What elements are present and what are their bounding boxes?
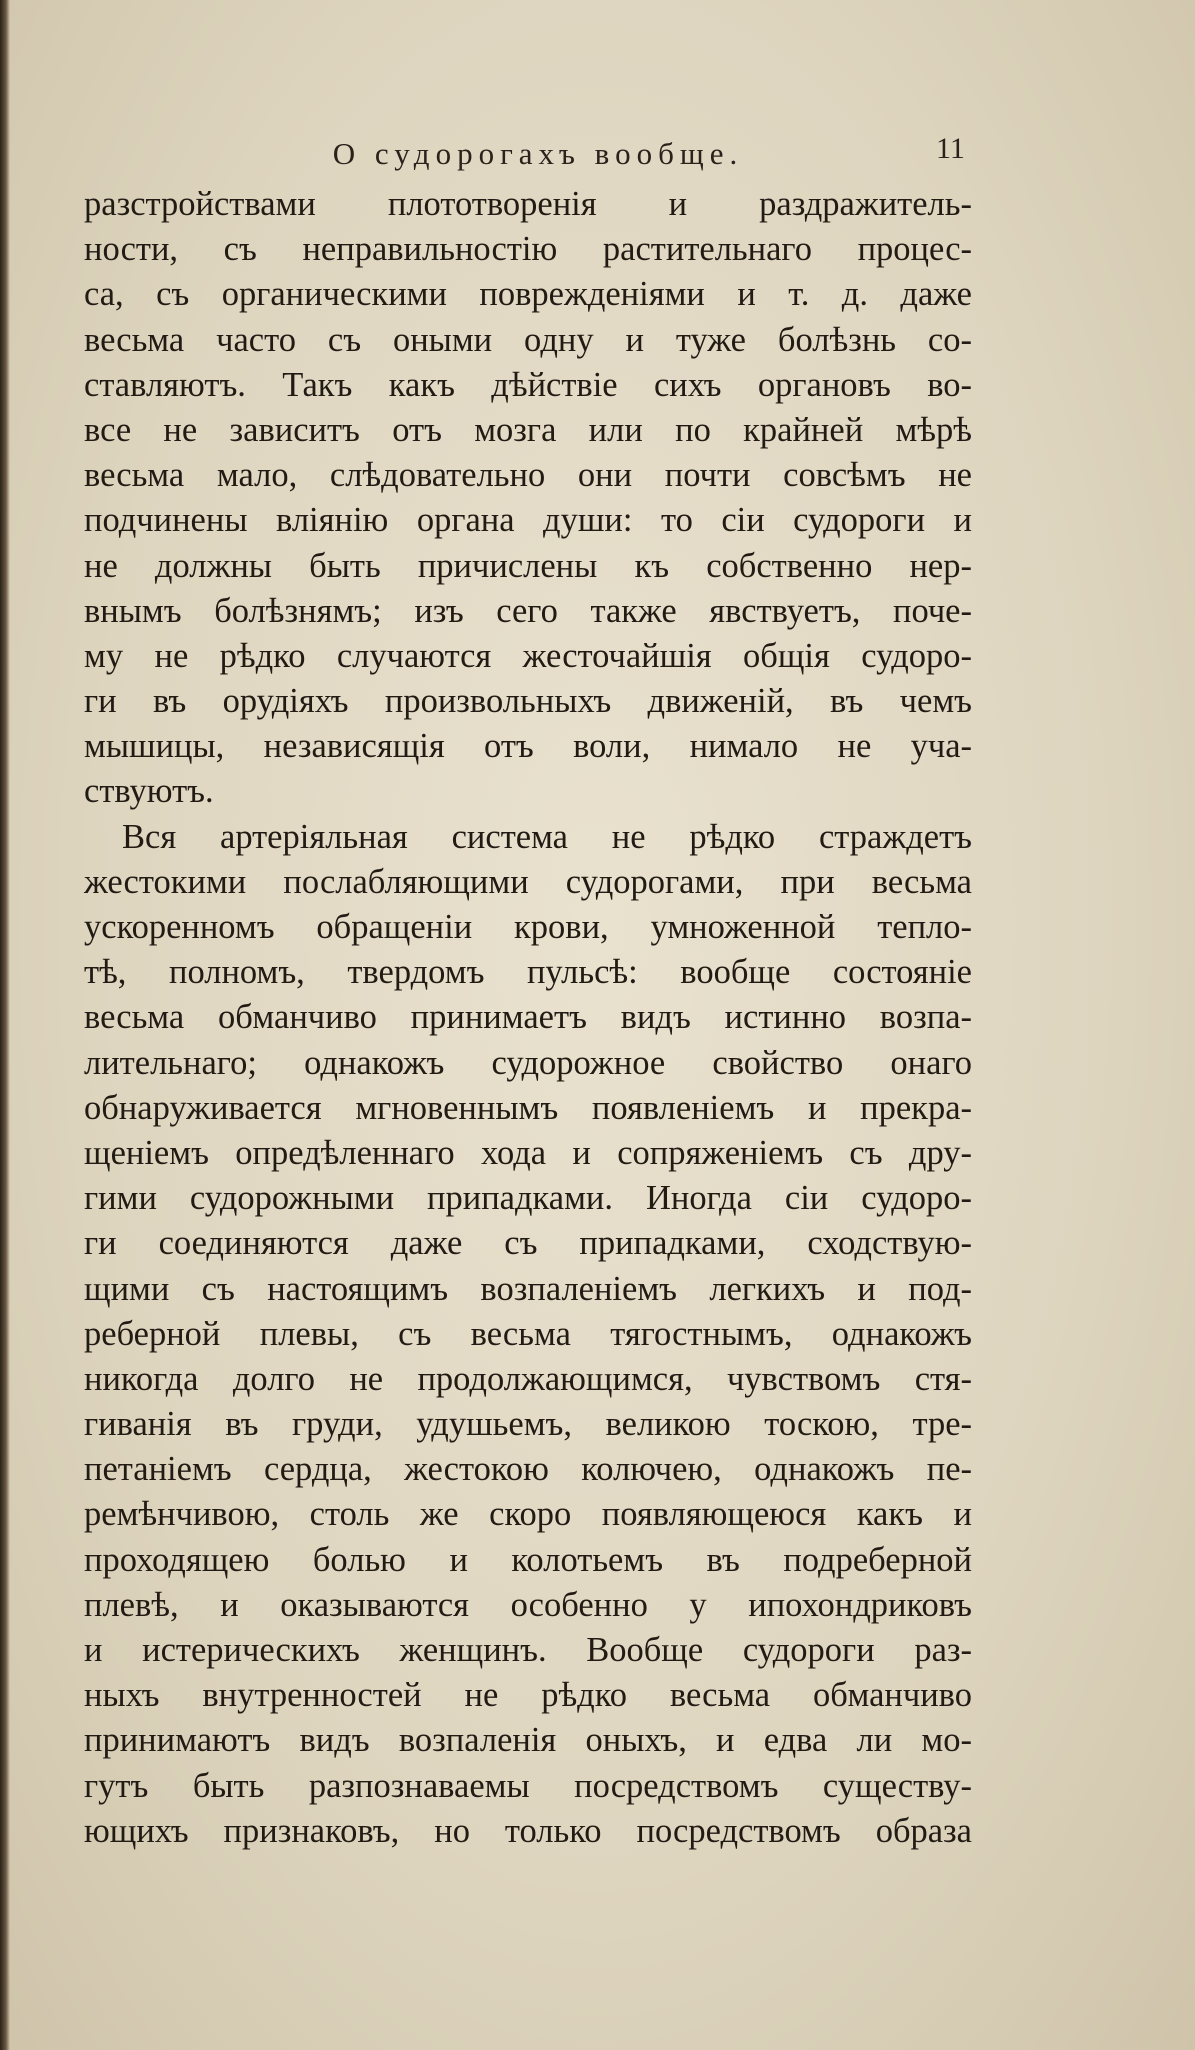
text-line: гутъ быть разпознаваемы посредствомъ существу-	[84, 1766, 972, 1805]
text-line: принимаютъ видъ возпаленія оныхъ, и едва ли мо-	[84, 1721, 972, 1760]
text-line: обнаруживается мгновеннымъ появленіемъ и прекра-	[84, 1088, 972, 1127]
text-line: мышицы, независящія отъ воли, нимало не уча-	[84, 727, 972, 766]
text-line: весьма часто съ оными одну и туже болѣзнь со-	[84, 320, 972, 359]
text-line: Вся артеріяльная система не рѣдко страждетъ	[122, 817, 972, 856]
text-line: никогда долго не продолжающимся, чувствомъ стя-	[84, 1359, 972, 1398]
text-line: гими судорожными припадками. Иногда сіи судоро-	[84, 1179, 972, 1218]
text-line: проходящею болью и колотьемъ въ подреберной	[84, 1540, 972, 1579]
text-line: жестокими послабляющими судорогами, при весьма	[84, 862, 972, 901]
running-head: О судорогахъ вообще.	[332, 136, 744, 171]
text-line: ги соединяются даже съ припадками, сходствую-	[84, 1224, 972, 1263]
text-line: ги въ орудіяхъ произвольныхъ движеній, въ чемъ	[84, 682, 972, 721]
page-number: 11	[936, 132, 965, 165]
text-line: весьма обманчиво принимаетъ видъ истинно возпа-	[84, 998, 972, 1037]
text-line: не должны быть причислены къ собственно нер-	[84, 546, 972, 585]
text-line: подчинены вліянію органа души: то сіи судороги и	[84, 501, 972, 540]
text-line: внымъ болѣзнямъ; изъ сего также явствуетъ, поче-	[84, 591, 972, 630]
text-line: реберной плевы, съ весьма тягостнымъ, однакожъ	[84, 1314, 972, 1353]
text-line: плевѣ, и оказываются особенно у ипохондриковъ	[84, 1585, 972, 1624]
text-line: весьма мало, слѣдовательно они почти совсѣмъ не	[84, 456, 972, 495]
text-line: все не зависитъ отъ мозга или по крайней мѣрѣ	[84, 410, 972, 449]
text-line: щеніемъ опредѣленнаго хода и сопряженіемъ съ дру-	[84, 1133, 972, 1172]
text-line: тѣ, полномъ, твердомъ пульсѣ: вообще состояніе	[84, 953, 972, 992]
text-line: петаніемъ сердца, жестокою колючею, однакожъ пе-	[84, 1450, 972, 1489]
text-line: са, съ органическими поврежденіями и т. д. даже	[84, 275, 972, 314]
text-line: и истерическихъ женщинъ. Вообще судороги раз-	[84, 1631, 972, 1669]
paragraph-1	[84, 182, 972, 815]
text-line: ныхъ внутренностей не рѣдко весьма обманчиво	[84, 1676, 972, 1715]
binding-gutter	[0, 0, 10, 2050]
text-line: лительнаго; однакожъ судорожное свойство онаго	[84, 1043, 972, 1082]
text-line: ускоренномъ обращеніи крови, умноженной тепло-	[84, 908, 972, 946]
body-text	[84, 182, 972, 1854]
text-line: ремѣнчивою, столь же скоро появляющеюся какъ и	[84, 1495, 972, 1534]
paragraph-2	[84, 815, 972, 1854]
text-line: гиванія въ груди, удушьемъ, великою тоскою, тре-	[84, 1405, 972, 1444]
text-line: ставляютъ. Такъ какъ дѣйствіе сихъ органовъ во-	[84, 365, 972, 404]
text-line: ствуютъ.	[84, 772, 214, 811]
text-line: разстройствами плототворенія и раздражитель-	[84, 185, 972, 223]
text-line: ности, съ неправильностію растительнаго процес-	[84, 230, 972, 269]
text-line: ющихъ признаковъ, но только посредствомъ образа	[84, 1811, 972, 1850]
text-line: щими съ настоящимъ возпаленіемъ легкихъ и под-	[84, 1269, 972, 1308]
text-line: му не рѣдко случаются жесточайшія общія судоро-	[84, 636, 972, 675]
